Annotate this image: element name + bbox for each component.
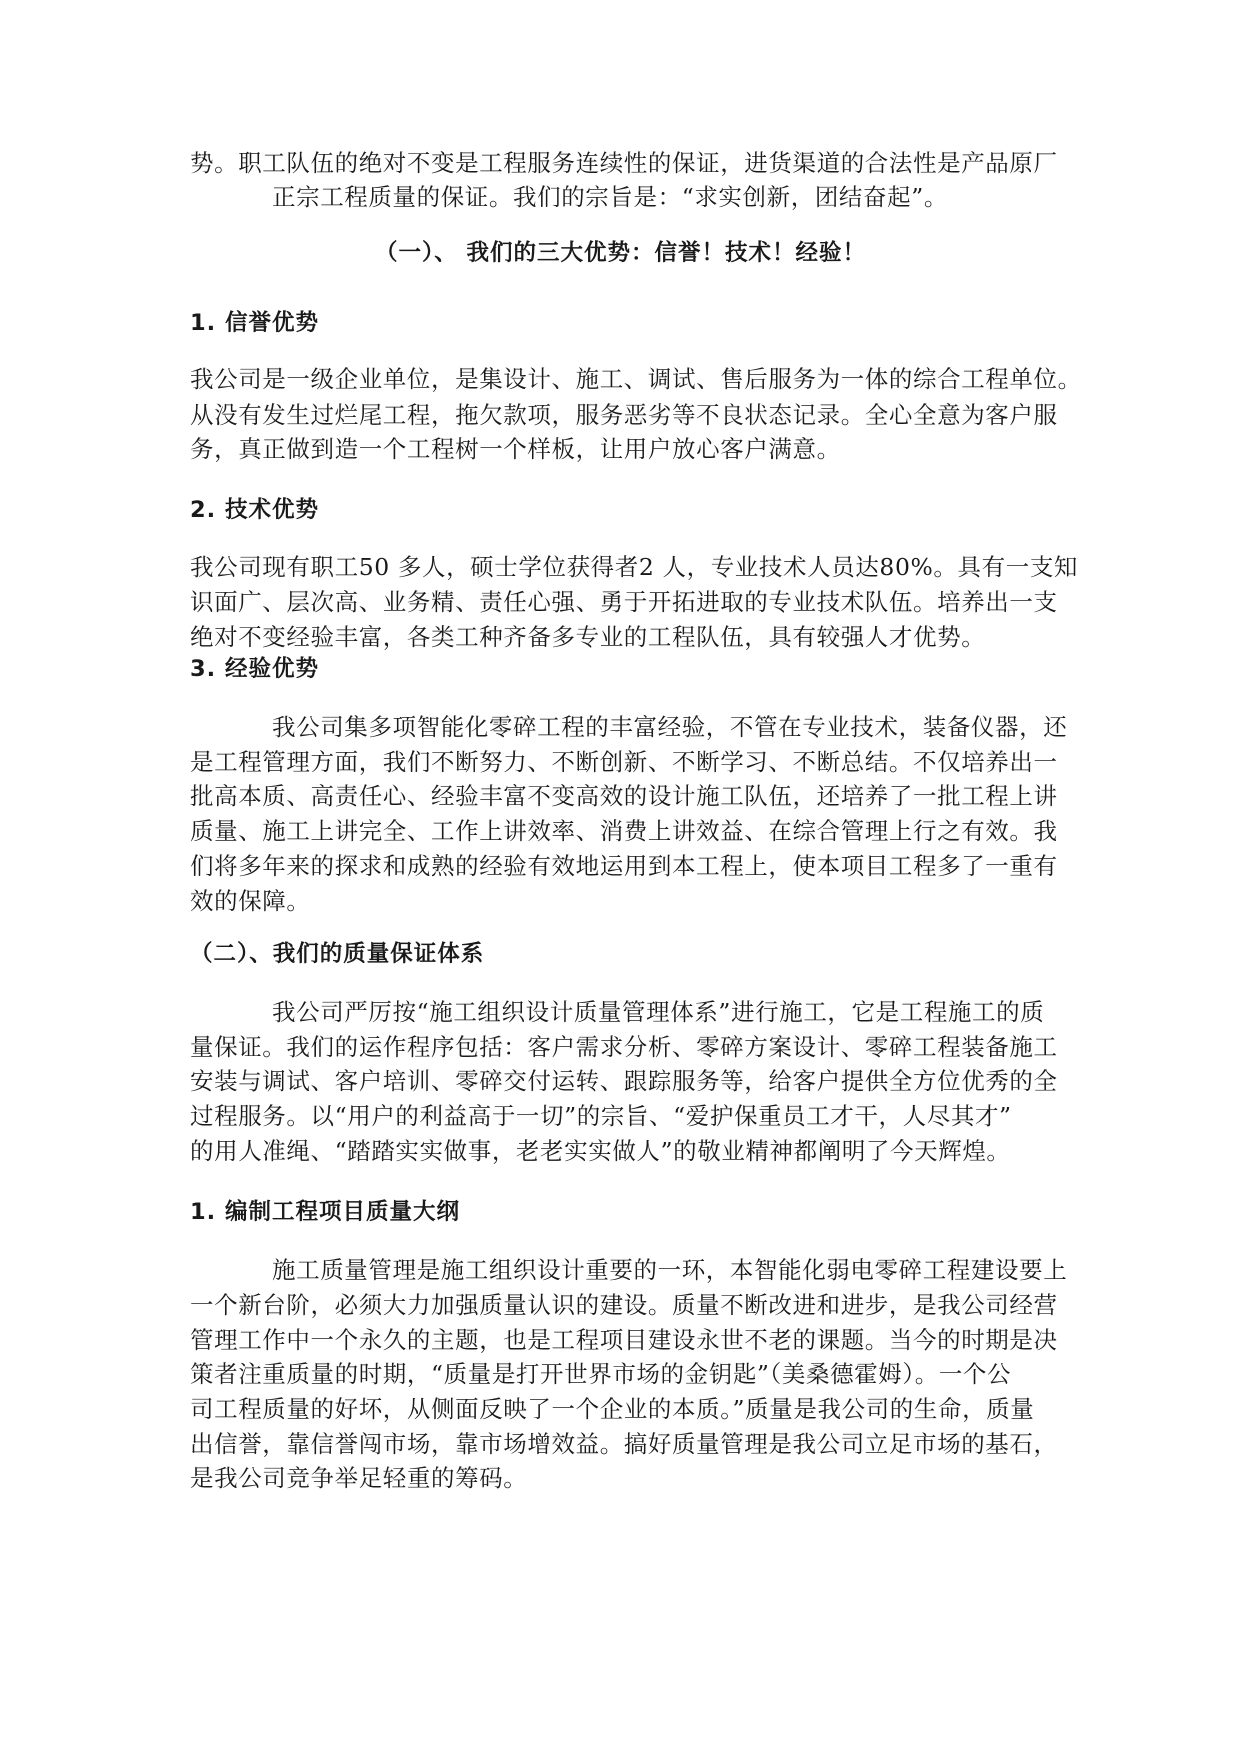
paragraph-line: 是我公司竞争举足轻重的筹码。 — [190, 1464, 528, 1492]
paragraph-line: 施工质量管理是施工组织设计重要的一环，本智能化弱电零碎工程建设要上 — [272, 1256, 1068, 1284]
paragraph-line: 量保证。我们的运作程序包括：客户需求分析、零碎方案设计、零碎工程装备施工 — [190, 1033, 1058, 1061]
section-title: （二）、我们的质量保证体系 — [190, 941, 485, 967]
intro-line: 正宗工程质量的保证。我们的宗旨是：“求实创新，团结奋起”。 — [272, 183, 948, 211]
paragraph-line: 效的保障。 — [190, 887, 311, 915]
paragraph-line: 的用人准绳、“踏踏实实做事，老老实实做人”的敬业精神都阐明了今天辉煌。 — [190, 1137, 1011, 1165]
intro-line: 势。职工队伍的绝对不变是工程服务连续性的保证，进货渠道的合法性是产品原厂 — [190, 149, 1058, 177]
paragraph-line: 批高本质、高责任心、经验丰富不变高效的设计施工队伍，还培养了一批工程上讲 — [190, 782, 1058, 810]
paragraph-line: 过程服务。以“用户的利益高于一切”的宗旨、“爱护保重员工才干，人尽其才” — [190, 1102, 1012, 1130]
subsection-heading: 3. 经验优势 — [190, 656, 320, 682]
subsection-heading: 2. 技术优势 — [190, 497, 320, 523]
paragraph-line: 我公司现有职工50 多人，硕士学位获得者2 人，专业技术人员达80%。具有一支知 — [190, 553, 1079, 581]
paragraph-line: 绝对不变经验丰富，各类工种齐备多专业的工程队伍，具有较强人才优势。 — [190, 623, 986, 651]
paragraph-line: 一个新台阶，必须大力加强质量认识的建设。质量不断改进和进步，是我公司经营 — [190, 1291, 1058, 1319]
paragraph-line: 司工程质量的好坏，从侧面反映了一个企业的本质。”质量是我公司的生命，质量 — [190, 1395, 1035, 1423]
paragraph-line: 我公司是一级企业单位，是集设计、施工、调试、售后服务为一体的综合工程单位。 — [190, 365, 1082, 393]
paragraph-line: 我公司严厉按“施工组织设计质量管理体系”进行施工，它是工程施工的质 — [272, 998, 1045, 1026]
paragraph-line: 识面广、层次高、业务精、责任心强、勇于开拓进取的专业技术队伍。培养出一支 — [190, 588, 1058, 616]
paragraph-line: 们将多年来的探求和成熟的经验有效地运用到本工程上，使本项目工程多了一重有 — [190, 852, 1058, 880]
paragraph-line: 策者注重质量的时期，“质量是打开世界市场的金钥匙”（美桑德霍姆）。一个公 — [190, 1360, 1012, 1388]
paragraph-line: 我公司集多项智能化零碎工程的丰富经验，不管在专业技术，装备仪器，还 — [272, 713, 1068, 741]
paragraph-line: 出信誉，靠信誉闯市场，靠市场增效益。搞好质量管理是我公司立足市场的基石， — [190, 1430, 1058, 1458]
paragraph-line: 从没有发生过烂尾工程，拖欠款项，服务恶劣等不良状态记录。全心全意为客户服 — [190, 401, 1058, 429]
subsection-heading: 1. 信誉优势 — [190, 310, 320, 336]
paragraph-line: 质量、施工上讲完全、工作上讲效率、消费上讲效益、在综合管理上行之有效。我 — [190, 817, 1058, 845]
paragraph-line: 安装与调试、客户培训、零碎交付运转、跟踪服务等，给客户提供全方位优秀的全 — [190, 1067, 1058, 1095]
paragraph-line: 管理工作中一个永久的主题，也是工程项目建设永世不老的课题。当今的时期是决 — [190, 1326, 1058, 1354]
section-title: （一）、 我们的三大优势：信誉！技术！经验！ — [374, 240, 867, 266]
paragraph-line: 是工程管理方面，我们不断努力、不断创新、不断学习、不断总结。不仅培养出一 — [190, 748, 1058, 776]
paragraph-line: 务，真正做到造一个工程树一个样板，让用户放心客户满意。 — [190, 435, 841, 463]
subsection-heading: 1. 编制工程项目质量大纲 — [190, 1199, 461, 1225]
